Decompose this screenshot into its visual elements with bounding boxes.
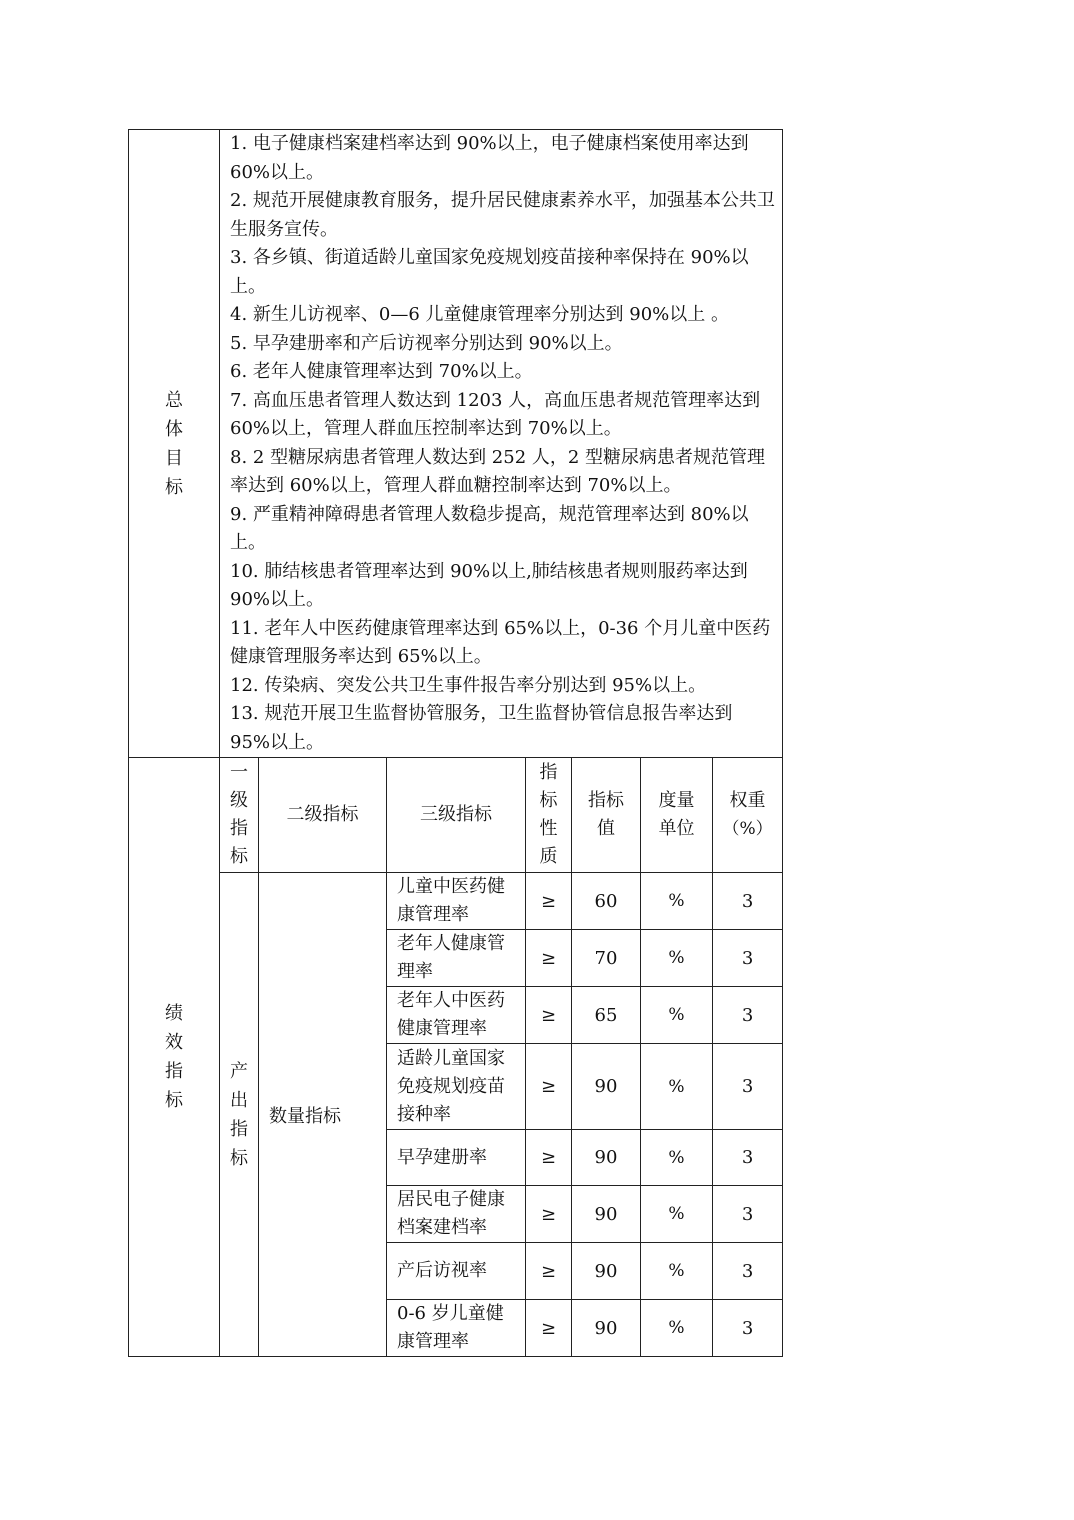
indicator-value: 60 bbox=[572, 873, 641, 930]
goal-item: 3. 各乡镇、街道适龄儿童国家免疫规划疫苗接种率保持在 90%以上。 bbox=[230, 247, 749, 297]
indicator-weight: 3 bbox=[713, 1130, 783, 1186]
header-weight: 权重 （%） bbox=[713, 758, 783, 873]
header-level1: 一 级 指 标 bbox=[220, 758, 259, 873]
indicator-name: 适龄儿童国家免疫规划疫苗接种率 bbox=[387, 1044, 526, 1130]
overall-goals-content bbox=[220, 130, 783, 758]
header-unit: 度量 单位 bbox=[641, 758, 713, 873]
header-value: 指标 值 bbox=[572, 758, 641, 873]
indicator-nature: ≥ bbox=[526, 1243, 572, 1300]
indicator-weight: 3 bbox=[713, 1243, 783, 1300]
indicator-name: 居民电子健康档案建档率 bbox=[387, 1186, 526, 1243]
indicator-unit: % bbox=[641, 1243, 713, 1300]
indicator-nature: ≥ bbox=[526, 1130, 572, 1186]
indicator-nature: ≥ bbox=[526, 1186, 572, 1243]
indicator-name: 儿童中医药健康管理率 bbox=[387, 873, 526, 930]
indicator-weight: 3 bbox=[713, 1186, 783, 1243]
goal-item: 11. 老年人中医药健康管理率达到 65%以上，0-36 个月儿童中医药健康管理服务率达到 65%以上。 bbox=[230, 617, 771, 667]
indicator-name: 0-6 岁儿童健康管理率 bbox=[387, 1300, 526, 1357]
indicator-name: 老年人中医药健康管理率 bbox=[387, 987, 526, 1044]
indicator-name: 产后访视率 bbox=[387, 1243, 526, 1300]
performance-label: 绩 效 指 标 bbox=[129, 758, 220, 1357]
goal-item: 10. 肺结核患者管理率达到 90%以上,肺结核患者规则服药率达到 90%以上。 bbox=[230, 560, 748, 610]
indicator-unit: % bbox=[641, 930, 713, 987]
indicator-nature: ≥ bbox=[526, 1300, 572, 1357]
indicator-nature: ≥ bbox=[526, 873, 572, 930]
indicator-header-row bbox=[129, 758, 783, 873]
indicator-nature: ≥ bbox=[526, 1044, 572, 1130]
goal-item: 4. 新生儿访视率、0—6 儿童健康管理率分别达到 90%以上 。 bbox=[230, 304, 729, 325]
indicator-weight: 3 bbox=[713, 1044, 783, 1130]
goal-item: 9. 严重精神障碍患者管理人数稳步提高，规范管理率达到 80%以上。 bbox=[230, 503, 749, 553]
indicator-nature: ≥ bbox=[526, 987, 572, 1044]
indicator-unit: % bbox=[641, 1044, 713, 1130]
header-nature: 指 标 性 质 bbox=[526, 758, 572, 873]
indicator-value: 90 bbox=[572, 1243, 641, 1300]
indicator-unit: % bbox=[641, 1130, 713, 1186]
goal-item: 13. 规范开展卫生监督协管服务，卫生监督协管信息报告率达到 95%以上。 bbox=[230, 703, 733, 753]
goal-item: 12. 传染病、突发公共卫生事件报告率分别达到 95%以上。 bbox=[230, 674, 707, 696]
goal-item: 2. 规范开展健康教育服务，提升居民健康素养水平，加强基本公共卫生服务宣传。 bbox=[230, 190, 775, 240]
indicator-unit: % bbox=[641, 873, 713, 930]
goal-item: 5. 早孕建册率和产后访视率分别达到 90%以上。 bbox=[230, 332, 623, 354]
indicator-weight: 3 bbox=[713, 930, 783, 987]
indicator-weight: 3 bbox=[713, 873, 783, 930]
indicator-unit: % bbox=[641, 1300, 713, 1357]
header-level2: 二级指标 bbox=[259, 758, 387, 873]
indicator-value: 65 bbox=[572, 987, 641, 1044]
header-level3: 三级指标 bbox=[387, 758, 526, 873]
table-row bbox=[129, 873, 783, 930]
performance-table bbox=[128, 129, 783, 1357]
indicator-name: 早孕建册率 bbox=[387, 1130, 526, 1186]
indicator-name: 老年人健康管理率 bbox=[387, 930, 526, 987]
indicator-value: 70 bbox=[572, 930, 641, 987]
goal-item: 1. 电子健康档案建档率达到 90%以上，电子健康档案使用率达到 60%以上。 bbox=[230, 133, 749, 183]
indicator-value: 90 bbox=[572, 1300, 641, 1357]
overall-goals-row bbox=[129, 130, 783, 758]
indicator-weight: 3 bbox=[713, 987, 783, 1044]
indicator-unit: % bbox=[641, 1186, 713, 1243]
indicator-value: 90 bbox=[572, 1130, 641, 1186]
level2-quantity-indicator: 数量指标 bbox=[259, 873, 387, 1357]
indicator-unit: % bbox=[641, 987, 713, 1044]
indicator-value: 90 bbox=[572, 1044, 641, 1130]
goal-item: 6. 老年人健康管理率达到 70%以上。 bbox=[230, 361, 533, 382]
indicator-nature: ≥ bbox=[526, 930, 572, 987]
goal-item: 7. 高血压患者管理人数达到 1203 人，高血压患者规范管理率达到 60%以上，管理人群血压控制率达到 70%以上。 bbox=[230, 389, 761, 439]
indicator-value: 90 bbox=[572, 1186, 641, 1243]
goal-item: 8. 2 型糖尿病患者管理人数达到 252 人，2 型糖尿病患者规范管理率达到 60%以上，管理人群血糖控制率达到 70%以上。 bbox=[230, 446, 766, 496]
overall-goals-label: 总 体 目 标 bbox=[129, 130, 220, 758]
level1-output-indicator: 产 出 指 标 bbox=[220, 873, 259, 1357]
indicator-weight: 3 bbox=[713, 1300, 783, 1357]
